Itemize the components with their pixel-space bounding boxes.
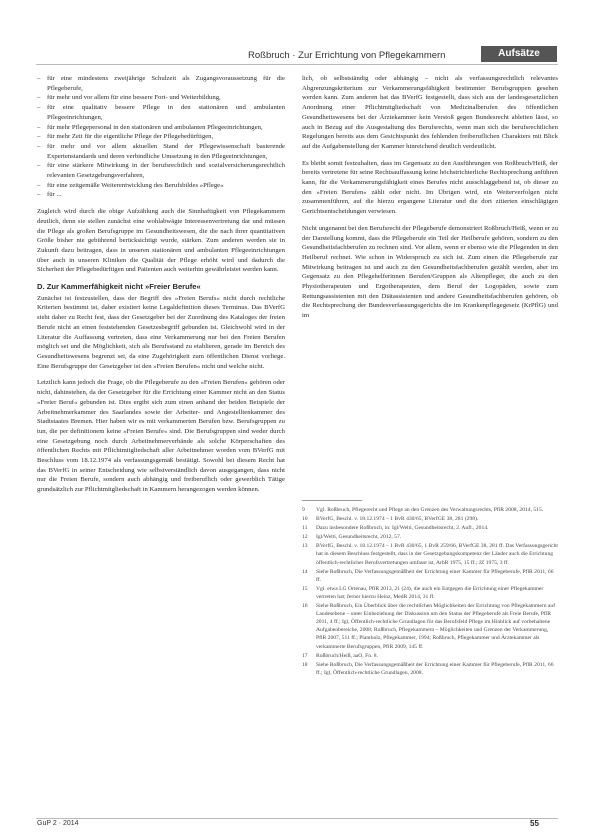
footnote-text: Vgl. Roßbruch, Pflegerecht und Pflege an den Grenzen des Verwaltungsrechts, PflR 2008, 2014, 515.: [316, 507, 544, 513]
section-tag: Aufsätze: [481, 46, 557, 62]
list-item: – für mehr Pflegepersonal in den stationären und ambulanten Pflegeeinrichtungen,: [47, 123, 285, 133]
list-item: – für mehr und vor allem für eine bessere Fort- und Weiterbildung,: [47, 93, 285, 103]
body-paragraph: Nicht ungenannt bei den Berufsrecht der Pflegeberufe demonstriert Roßbruch/Heiß, wenn er zu der Darstellung kommt, dass die Pflegeberufe ein Teil der Heilberufe gehören, sondern zu den Gesundheitsfachberufen zu rechnen sind. Vor allem, wenn er ebenso wie die Pflegenden in den Heilberuf rechnet. Wie schon in Widerspruch zu sich ist. Zum einen die Pflegeberufe zur Mitwirkung beitragen ist und auch zu den Gesundheitsfachberufen gezählt werden, aber im Gegensatz zu den Pflegehelferinnen Berufen/Gruppen als Altenpfleger, die auch zu den Physiotherapeuten und Ergotherapeuten, dem Beruf der Logopäden, sowie zum Rettungsassistenten mit den Diätassistenten und andere Gesundheitsfachberufen gehören, ob die Rechtsprechung der Bundesverfassungsgerichts die im Krankenpflegegesetz (KrPflG) und im: [302, 224, 558, 320]
body-paragraph: Zunächst ist festzustellen, dass der Begriff des »Freien Berufs« nicht durch rechtliche Kriterien bestimmt ist, daher existiert keine Legaldefinition dieses Terminus. Das BVerfG sieht daher zu Recht fest, dass der Gesetzgeber bei der Zuordnung des Kataloges der freien Berufe nicht an einen feststehenden Gesetzesbegriff gebunden ist. Gleichwohl wird in der Literatur die Auffassung vertreten, dass eine Verkammerung nur bei den Freien Berufen möglich sei und die Möglichkeit, sich als Berufsstand zu etablieren, gerade im Bereich des Gesundheitswesens begrenzt sei, da eine Zugehörigkeit zum öffentlichen Dienst vorliege. Eine Berufsgruppe der Gesetzgeber ist den »Freien Berufen« nicht und welche nicht.: [37, 294, 285, 370]
footnote-text: BVerfG, Beschl. v. 18.12.1974 – 1 BvR 430/65, BVerfGE 38, 281 (298).: [316, 516, 479, 523]
list-item: – für eine zeitgemäße Weiterentwicklung des Berufsbildes »Pflege«: [47, 181, 285, 191]
footnote-number: 9: [302, 507, 305, 513]
footnote: [302, 506, 558, 514]
footnote-number: 10: [302, 516, 308, 523]
footnote-text: Dazu insbesondere Roßbruch, in: Igl/Welti, Gesundheitsrecht, 2. Aufl., 2014.: [316, 525, 489, 532]
footnote-number: 14: [302, 568, 308, 575]
footnote-number: 13: [302, 543, 308, 550]
section-heading: D. Zur Kammerfähigkeit nicht »Freier Berufe«: [37, 282, 201, 292]
running-title: Roßbruch · Zur Errichtung von Pflegekammern: [248, 50, 446, 61]
footnote: [302, 515, 558, 523]
footnote-text: Igl/Welti, Gesundheitsrecht, 2012, 57.: [316, 534, 402, 541]
footnote-number: 18: [302, 661, 308, 668]
list-item: – für mehr Zeit für die eigentliche Pflege der Pflegebedürftigen,: [47, 132, 285, 142]
footnote-separator: [302, 500, 362, 501]
intro-bullet-list: [37, 74, 285, 200]
footnote: [302, 533, 558, 541]
body-paragraph: Zugleich wird durch die obige Aufzählung auch die Sinnhaftigkeit von Pflegekammern deutlich, denn sie stellen zunächst eine wohlabwägte Interessenvertretung dar und müssen die Pflege als großen Berufsgruppe im Gesundheitswesen, die die nach ihrer quantitativen Größe bisher nie gebührend berücksichtigt wurde, stärken. Zum anderen werden sie in Zukunft dazu beitragen, dass in unseren stationären und ambulanten Pflegeeinrichtungen über auch in unseren Kliniken die Qualität der Pflege erhöht wird und dadurch die Sicherheit der Pflegebedürftigen und Patienten auch weiterhin gewährleistet werden kann.: [37, 208, 285, 274]
footnote: [302, 568, 558, 584]
footnote-number: 12: [302, 534, 308, 541]
footnote-text: Siehe Roßbruch, Ein Überblick über die rechtlichen Möglichkeiten der Errichtung von Pflegekammern auf Landesebene – unter Einbeziehung der Diskussion um den Status der Pflegeberufe als Freie Berufe, PflR 2011, 4 ff.; Igl, Öffentlich-rechtliche Grundlagen für das Berufsfeld Pflege im Hinblick auf vorbehaltene Aufgabenbereiche, 2008; Roßbruch, Pflegekammern – Möglichkeiten und Grenzen der Verkammerung, PflR 2007, 511 ff.; Plantholz, Pflegekammer, 1994; Roßbruch, Pflegekammer und Ärztekammer als verkammerte Berufsgruppen, PflR 2009, 145 ff.: [316, 603, 556, 650]
footnote: [302, 524, 558, 532]
footnote: [302, 585, 558, 601]
body-paragraph: Letztlich kann jedoch die Frage, ob die Pflegeberufe zu den »Freien Berufen« gehören oder nicht, dahinstehen, da der Gesetzgeber für die Errichtung einer Kammer nicht an den Status »Freier Beruf« gebunden ist. Dies ergibt sich zum einen anhand der beiden Beispiele der Arbeitnehmerkammer des Saarlandes sowie der Arbeiter- und Angestelltenkammer des Stadtstaates Bremen. Hier haben wir es mit verkammerten Berufen bzw. Berufsgruppen zu tun, die per definitionem keine »Freien Berufe« sind. Die Berufsgruppen sind weder durch eine Gesetzgebung noch durch Arbeitnehmerverbände als solche Körperschaften des öffentlichen Rechts mit Pflichtmitgliedschaft aller Arbeitnehmer worden vom BVerfG mit Beschluss vom 18.12.1974 als verfassungsgemäß bestätigt. Sowohl bei diesem Recht hat das BVerfG in seiner Entscheidung wie selbstverständlich davon ausgegangen, dass nicht nur die Freien Berufe, sondern auch abhängig und freiberuflich oder gewerblich Tätige grundsätzlich zur Pflichtmitgliedschaft in Kammern herangezogen werden können.: [37, 379, 285, 494]
footnote-text: Siehe Roßbruch, Die Verfassungsgemäßheit der Errichtung einer Kammer für Pflegeberufe, PflR 2011, 66 ff.: [316, 568, 554, 583]
footnote: [302, 602, 558, 651]
footnote-number: 17: [302, 652, 308, 659]
footnotes: [302, 506, 558, 678]
footnote: [302, 652, 558, 660]
list-item: – für eine qualitativ bessere Pflege in den stationären und ambulanten Pflegeeinrichtungen,: [47, 103, 285, 122]
header-rule: [36, 64, 558, 65]
right-column: [302, 74, 558, 328]
footnote: [302, 661, 558, 677]
list-item: – für eine mindestens zweijährige Schulzeit als Zugangsvoraussetzung für die Pflegeberufe,: [47, 74, 285, 93]
footnote: [302, 542, 558, 566]
footnote-text: Siehe Roßbruch, Die Verfassungsgemäßheit der Errichtung einer Kammer für Pflegeberufe, PflR 2011, 66 ff.; Igl, Öffentlich-rechtliche Grundlagen, 2008.: [316, 661, 554, 676]
left-column: [37, 74, 285, 502]
footnote-number: 16: [302, 603, 308, 610]
page-number: 55: [530, 819, 539, 828]
footer-rule: [36, 818, 558, 819]
list-item: – für mehr und vor allem aktuellen Stand der Pflegewissenschaft basierende Expertenstandards und deren verbindliche Umsetzung in den Pflegeeinrichtungen,: [47, 142, 285, 161]
footnote-text: BVerfG, Beschl. v. 18.12.1974 – 1 BvR 430/65, 1 BvR 259/66, BVerfGE 38, 281 ff. Das Verfassungsgericht hat in diesem Beschluss festgestellt, dass in der Gesetzgebungskompetenz der Länder auch die Errichtung öffentlich-rechtlicher Berufsvertretungen umfasst ist, ArbR 1975, 15 ff.; JZ 1975, 3 ff.: [316, 543, 558, 566]
footnote-text: Vgl. etwa LG Ortenau, PflR 2013, 21 (24), die auch ein Entgegen die Errichtung einer Pflegekammer vertreten hat; ferner hierzu Heinz, MedR 2014, 31 ff.: [316, 585, 544, 600]
body-paragraph: Es bleibt somit festzuhalten, dass im Gegensatz zu den Ausführungen von Roßbruch/Heiß, der bereits vertretene für seine Rechtsauffassung keine höchstrichterliche Rechtsprechung anführen kann, für die Verkammerungsfähigkeit eines Berufes nicht ausschlaggebend ist, ob dieser zu den »Freien Berufen« zählt oder nicht. Im Übrigen wird, ein Weiterverfolgen nicht zusammenführen, auf die hierzu ergangene Literatur und die dort zitierten einschlägigen Gerichtsentscheidungen verwiesen.: [302, 159, 558, 216]
list-item: – für eine stärkere Mitwirkung in der berufsrechtlich und sozialversicherungsrechtlich relevanten Gesetzgebungsverfahren,: [47, 161, 285, 180]
running-header: [0, 40, 601, 62]
footnote-number: 11: [302, 525, 308, 532]
footnote-text: Roßbruch/Heiß, aaO, Fn. 8.: [316, 652, 378, 659]
footnote-number: 15: [302, 585, 308, 592]
list-item: – für ...: [47, 190, 285, 200]
body-paragraph: lich, ob selbstständig oder abhängig – nicht als verfassungsrechtlich relevantes Abgrenzungskriterium zur Verkammerungsfähigkeit bestimmter Berufsgruppen gesehen werden kann. Zum anderen hat das BVerfG festgestellt, dass sich aus der landesgesetzlichen Anordnung einer Pflichtmitgliedschaft von Medizinalberufen des öffentlichen Gesundheitswesens bei der Ärztekammer kein Verstoß gegen Bundesrecht ableiten lässt, so auch in Bezug auf die Ausgestaltung des Berufsrechts, wenn man sich die berufsrechtlichen Regelungen bereits aus dem Gesichtspunkt des fehlenden freiberuflichen Charakters mit Blick auf die Aufgabenstellung der Kammer hinreichend deutlich verdeutlicht.: [302, 75, 558, 150]
journal-issue: GuP 2 · 2014: [37, 820, 79, 827]
